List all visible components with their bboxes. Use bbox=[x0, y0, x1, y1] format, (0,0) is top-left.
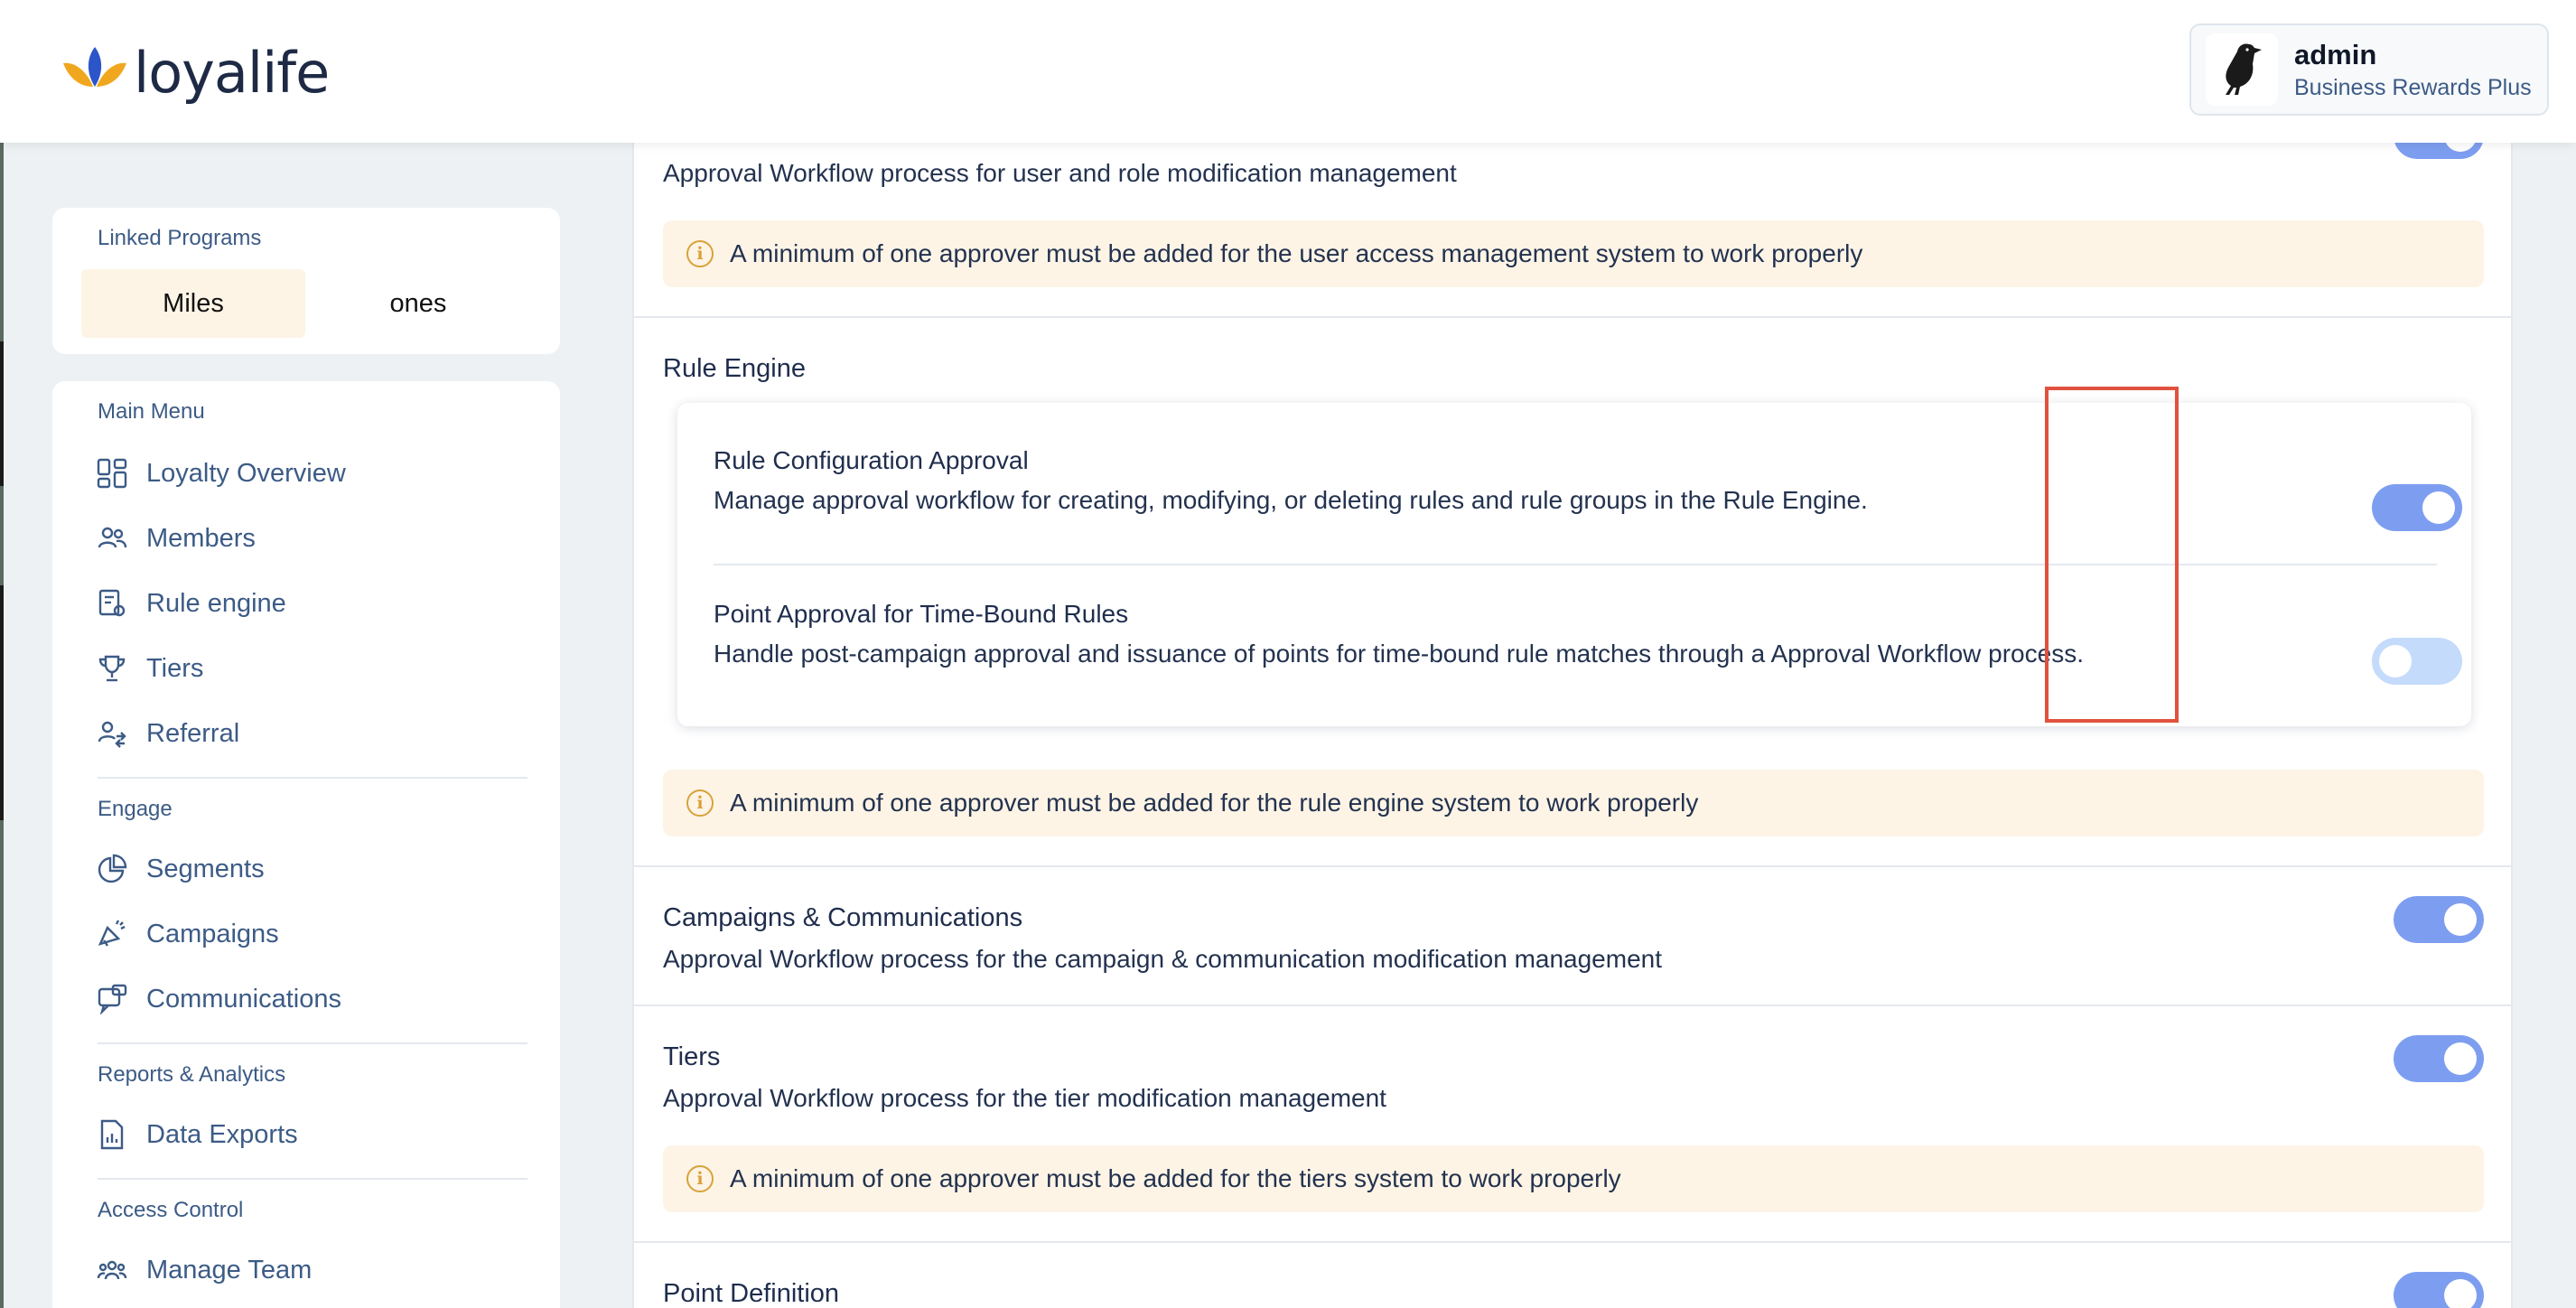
section-divider bbox=[634, 865, 2511, 867]
campaigns-description: Approval Workflow process for the campaign & communication modification management bbox=[663, 945, 1662, 973]
access-control-label: Access Control bbox=[98, 1198, 244, 1222]
members-icon bbox=[96, 522, 128, 555]
tiers-title: Tiers bbox=[663, 1042, 721, 1071]
sidebar-item-label: Loyalty Overview bbox=[146, 458, 346, 488]
sidebar-item-label: Referral bbox=[146, 718, 240, 748]
user-profile-card[interactable] bbox=[2189, 23, 2549, 116]
sidebar-item-loyalty-overview[interactable] bbox=[96, 448, 529, 499]
sidebar-item-segments[interactable] bbox=[96, 844, 529, 894]
sidebar-item-rule-engine[interactable] bbox=[96, 578, 529, 629]
notice-text: A minimum of one approver must be added for the rule engine system to work properly bbox=[730, 789, 1699, 817]
report-icon bbox=[96, 1118, 128, 1151]
logo-mark-icon bbox=[61, 45, 128, 100]
rule-config-approval-toggle[interactable] bbox=[2372, 484, 2462, 531]
info-icon: i bbox=[686, 240, 714, 267]
rule-engine-icon bbox=[96, 587, 128, 620]
program-tab-miles[interactable]: Miles bbox=[81, 269, 305, 338]
linked-programs-card bbox=[52, 208, 560, 354]
sidebar-item-label: Data Exports bbox=[146, 1119, 298, 1149]
campaigns-toggle[interactable] bbox=[2394, 896, 2484, 943]
user-name: admin bbox=[2294, 38, 2377, 70]
window-edge bbox=[0, 143, 4, 1308]
user-access-notice bbox=[663, 220, 2484, 287]
sidebar-item-referral[interactable] bbox=[96, 708, 529, 759]
approval-workflow-panel bbox=[632, 90, 2513, 1308]
sidebar-item-label: Tiers bbox=[146, 653, 204, 683]
main-menu-label: Main Menu bbox=[98, 399, 205, 424]
sidebar-item-manage-team[interactable] bbox=[96, 1245, 529, 1295]
reports-analytics-label: Reports & Analytics bbox=[98, 1062, 286, 1087]
time-bound-approval-title: Point Approval for Time-Bound Rules bbox=[714, 600, 1129, 628]
time-bound-approval-toggle[interactable] bbox=[2372, 638, 2462, 685]
sidebar-menu bbox=[52, 381, 560, 1308]
referral-icon bbox=[96, 717, 128, 750]
section-divider bbox=[634, 1241, 2511, 1243]
sidebar-item-members[interactable] bbox=[96, 513, 529, 564]
sidebar-item-communications[interactable] bbox=[96, 974, 529, 1024]
sidebar-item-campaigns[interactable] bbox=[96, 909, 529, 959]
engage-label: Engage bbox=[98, 797, 173, 821]
sub-divider bbox=[714, 564, 2437, 565]
sidebar-item-label: Communications bbox=[146, 984, 341, 1014]
tiers-description: Approval Workflow process for the tier modification management bbox=[663, 1084, 1386, 1112]
logo-text: loyalife bbox=[134, 40, 330, 106]
team-icon bbox=[96, 1254, 128, 1286]
pie-chart-icon bbox=[96, 853, 128, 885]
megaphone-icon bbox=[96, 918, 128, 950]
linked-programs-title: Linked Programs bbox=[98, 226, 262, 250]
sidebar-item-label: Campaigns bbox=[146, 919, 279, 948]
info-icon: i bbox=[686, 789, 714, 817]
notice-text: A minimum of one approver must be added for the user access management system to work properly bbox=[730, 239, 1863, 267]
user-access-description: Approval Workflow process for user and role modification management bbox=[663, 159, 1457, 187]
point-definition-toggle[interactable] bbox=[2394, 1272, 2484, 1308]
avatar bbox=[2206, 33, 2278, 106]
section-divider bbox=[634, 1004, 2511, 1006]
sidebar-item-label: Manage Team bbox=[146, 1255, 313, 1285]
tiers-toggle[interactable] bbox=[2394, 1035, 2484, 1082]
rule-engine-options-card bbox=[677, 403, 2471, 726]
sidebar-item-label: Rule engine bbox=[146, 588, 286, 618]
sidebar-item-label: Members bbox=[146, 523, 256, 553]
rule-engine-notice bbox=[663, 770, 2484, 836]
sidebar-item-tiers[interactable] bbox=[96, 643, 529, 694]
sidebar-item-data-exports[interactable] bbox=[96, 1109, 529, 1160]
notice-text: A minimum of one approver must be added for the tiers system to work properly bbox=[730, 1164, 1621, 1192]
rule-config-approval-title: Rule Configuration Approval bbox=[714, 446, 1029, 474]
message-icon bbox=[96, 983, 128, 1015]
trophy-icon bbox=[96, 652, 128, 685]
time-bound-approval-description: Handle post-campaign approval and issuance of points for time-bound rule matches through a Approval Workflow process. bbox=[714, 640, 2084, 668]
sidebar-item-label: Segments bbox=[146, 854, 265, 883]
user-program: Business Rewards Plus bbox=[2294, 74, 2532, 100]
top-header bbox=[0, 0, 2576, 143]
rule-engine-title: Rule Engine bbox=[663, 354, 806, 383]
info-icon: i bbox=[686, 1165, 714, 1192]
tiers-notice bbox=[663, 1145, 2484, 1212]
section-divider bbox=[634, 316, 2511, 318]
menu-divider bbox=[98, 777, 527, 779]
dashboard-icon bbox=[96, 457, 128, 490]
crow-avatar-icon bbox=[2209, 35, 2274, 105]
campaigns-title: Campaigns & Communications bbox=[663, 903, 1023, 932]
point-definition-title: Point Definition bbox=[663, 1279, 840, 1308]
menu-divider bbox=[98, 1178, 527, 1180]
rule-config-approval-description: Manage approval workflow for creating, modifying, or deleting rules and rule groups in the Rule Engine. bbox=[714, 486, 1868, 514]
menu-divider bbox=[98, 1042, 527, 1044]
program-tab-ones[interactable]: ones bbox=[389, 288, 447, 318]
logo[interactable] bbox=[61, 40, 329, 106]
